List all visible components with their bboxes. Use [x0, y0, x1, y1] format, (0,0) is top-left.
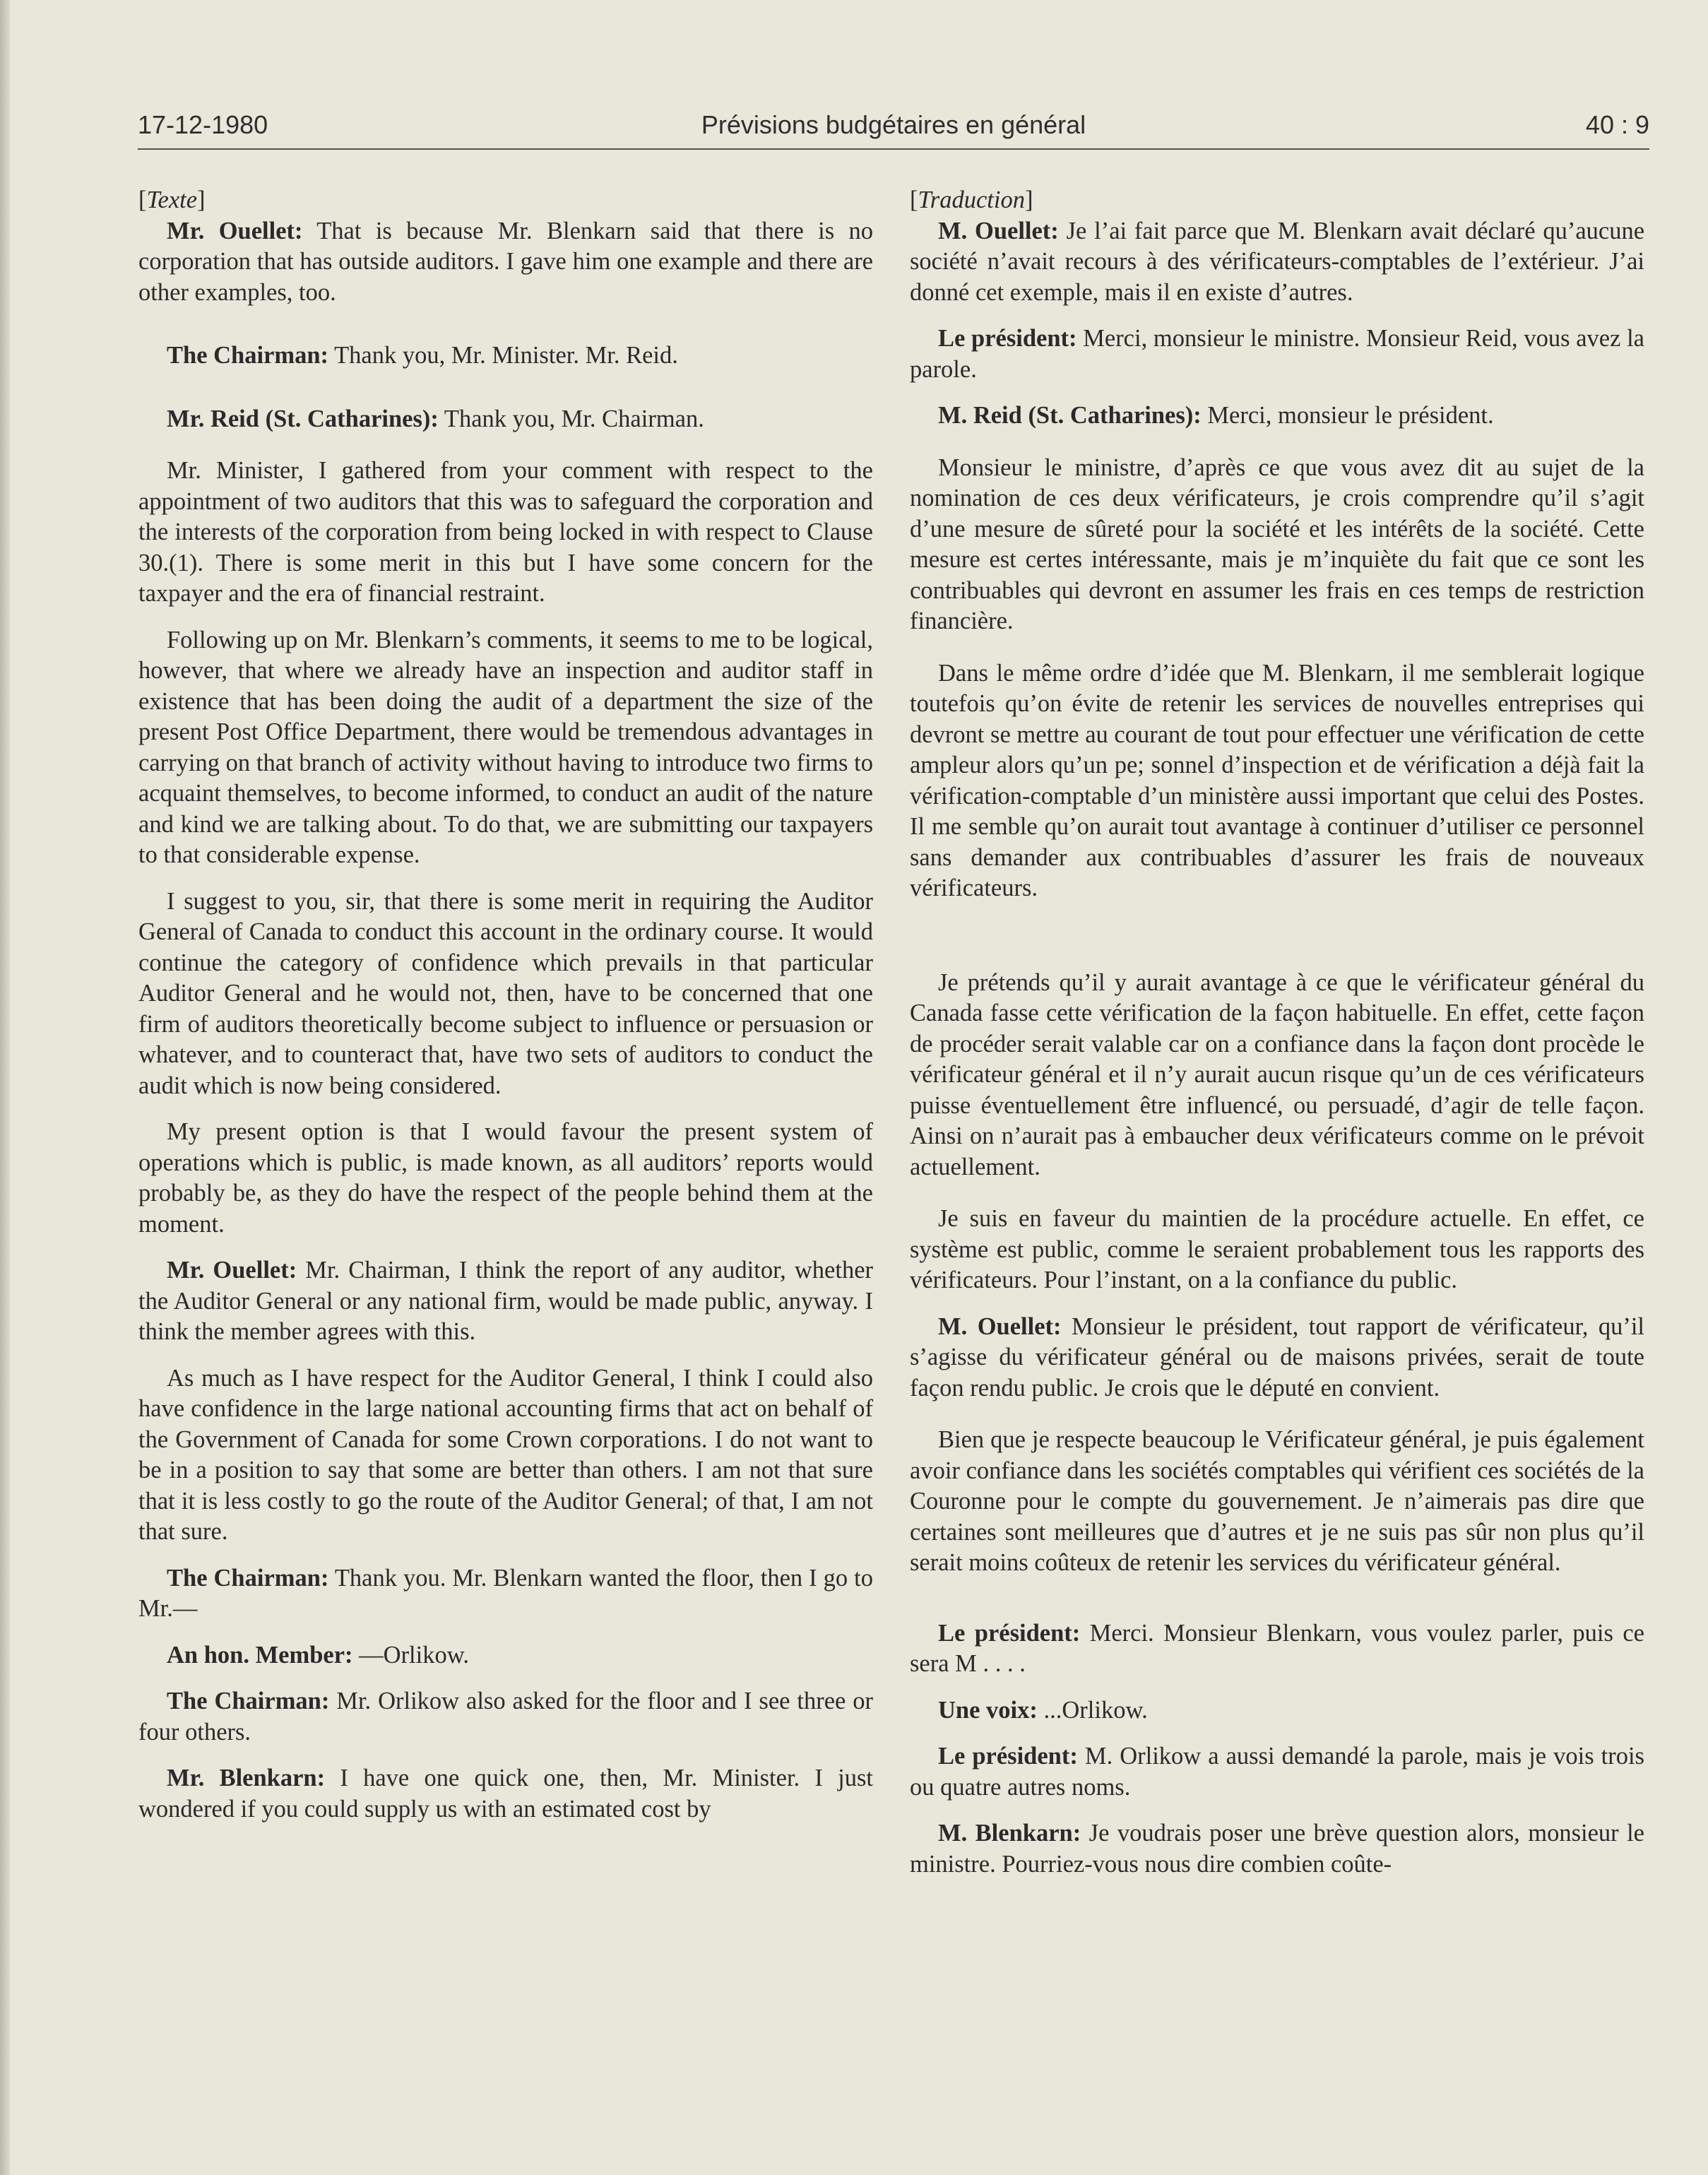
paragraph — [910, 453, 1644, 637]
paragraph-text: Mr. Chairman, I think the report of any auditor, whether the Auditor General or any national firm, would be made public, anyway. I think the member agrees with this. — [138, 1257, 873, 1345]
paragraph-text: Thank you, Mr. Minister. Mr. Reid. — [328, 342, 678, 369]
paragraph-text: I suggest to you, sir, that there is some merit in requiring the Auditor General of Canada to conduct this account in the ordinary course. It would continue the category of confidence which prevails in that particular Auditor General and he would not, then, have to be concerned that one firm of auditors theoretically become subject to influence or persuasion or whatever, and to counteract that, have two sets of auditors to conduct the audit which is now being considered. — [138, 887, 873, 1099]
paragraph-text: I have one quick one, then, Mr. Minister. I just wondered if you could supply us with an estimated cost by — [138, 1765, 873, 1823]
paragraph — [138, 340, 873, 372]
paragraph-text: Dans le même ordre d’idée que M. Blenkarn, il me semblerait logique toutefois qu’on évite de retenir les services de nouvelles entreprises qui devront se mettre au courant de tout pour effectuer une vérification de cette ampleur alors qu’un pe; sonnel d’inspection et de vérification a déjà fait la vérification-comptable d’un ministère aussi important que celui des Postes. Il me semble qu’on aurait tout avantage à continuer d’utiliser ce personnel sans demander aux contribuables d’assurer les frais de nouveaux vérificateurs. — [910, 659, 1644, 901]
paragraph — [910, 658, 1644, 904]
paragraph — [138, 1640, 873, 1671]
paragraph-text: —Orlikow. — [352, 1641, 470, 1669]
paragraph — [910, 1695, 1644, 1726]
paragraph-text: Mr. Minister, I gathered from your comment with respect to the appointment of two auditors that this was to safeguard the corporation and the interests of the corporation from being locked in with respect to Clause 30.(1). There is some merit in this but I have some concern for the taxpayer and the era of financial restraint. — [138, 457, 873, 607]
page-header — [138, 106, 1649, 150]
speaker-name: An hon. Member: — [167, 1641, 353, 1669]
paragraph — [138, 1686, 873, 1748]
speaker-name: Mr. Blenkarn: — [167, 1765, 326, 1791]
paragraph-text: Monsieur le président, tout rapport de vérificateur, qu’il s’agisse du vérificateur général ou de maisons privées, serait de toute façon rendu public. Je crois que le député en convient. — [910, 1312, 1644, 1401]
paragraph — [910, 1818, 1644, 1880]
header-page-number: 40 : 9 — [1585, 110, 1649, 139]
paragraph-text: Je l’ai fait parce que M. Blenkarn avait déclaré qu’aucune société n’avait recours à des vérificateurs-comptables de l’extérieur. J’ai donné cet exemple, mais il en existe d’autres. — [910, 217, 1645, 306]
paragraph — [910, 401, 1644, 432]
column-tag: [Traduction] — [910, 186, 1033, 213]
french-column — [910, 185, 1644, 1895]
speaker-name: The Chairman: — [167, 1688, 330, 1714]
paragraph-text: My present option is that I would favour the present system of operations which is public, is made known, as all auditors’ reports would probably be, as they do have the respect of the people behind them at the moment. — [138, 1118, 873, 1238]
paragraph-text: Monsieur le ministre, d’après ce que vous avez dit au sujet de la nomination de ces deux vérificateurs, je crois comprendre qu’il s’agit d’une mesure de sûreté pour la société et les intérêts de la société. Cette mesure est certes intéressante, mais je m’inquiète du fait que ce sont les contribuables qui devront en assumer les frais en ces temps de restriction financière. — [910, 454, 1644, 634]
paragraph-text: Thank you, Mr. Chairman. — [438, 405, 704, 432]
header-date: 17-12-1980 — [138, 110, 268, 139]
paragraph — [138, 1255, 873, 1348]
paragraph — [910, 1741, 1644, 1803]
paragraph — [910, 968, 1644, 1183]
speaker-name: Le président: — [938, 1619, 1081, 1647]
paragraph — [138, 1563, 873, 1625]
paragraph — [138, 1363, 873, 1548]
paragraph-text: Following up on Mr. Blenkarn’s comments, it seems to me to be logical, however, that where we already have an inspection and auditor staff in existence that has been doing the audit of a department the size of the present Post Office Department, there would be tremendous advantages in carrying on that branch of activity without having to introduce two firms to acquaint themselves, to become informed, to conduct an audit of the nature and kind we are talking about. To do that, we are submitting our taxpayers to that considerable expense. — [138, 626, 873, 868]
speaker-name: Une voix: — [938, 1696, 1038, 1724]
paragraph-text: That is because Mr. Blenkarn said that there is no corporation that has outside auditors. I gave him one example and there are other examples, too. — [138, 217, 873, 306]
speaker-name: M. Ouellet: — [938, 1312, 1062, 1340]
speaker-name: Le président: — [938, 1743, 1078, 1770]
speaker-name: The Chairman: — [167, 342, 329, 369]
page-binding-edge — [0, 0, 10, 2175]
paragraph — [910, 216, 1644, 309]
speaker-name: Mr. Ouellet: — [167, 217, 303, 244]
paragraph-text: Merci. Monsieur Blenkarn, vous voulez parler, puis ce sera M . . . . — [910, 1619, 1644, 1677]
paragraph — [138, 1117, 873, 1240]
speaker-name: M. Ouellet: — [938, 217, 1059, 244]
paragraph — [910, 324, 1644, 385]
paragraph-text: Thank you. Mr. Blenkarn wanted the floor, then I go to Mr.— — [138, 1564, 873, 1622]
paragraph-text: Bien que je respecte beaucoup le Vérificateur général, je puis également avoir confiance dans les sociétés comptables qui vérifient ces sociétés de la Couronne pour le compte du gouvernement. Je n’aimerais pas dire que certaines sont meilleures que d’autres et je ne suis pas sûr non plus qu’il serait moins coûteux de retenir les services du vérificateur général. — [910, 1426, 1644, 1576]
speaker-name: M. Reid (St. Catharines): — [938, 402, 1202, 429]
paragraph — [910, 1425, 1644, 1579]
paragraph — [138, 216, 873, 309]
paragraph-text: M. Orlikow a aussi demandé la parole, mais je vois trois ou quatre autres noms. — [910, 1743, 1644, 1801]
paragraph — [138, 625, 873, 871]
paragraph — [910, 1204, 1644, 1296]
paragraph-text: As much as I have respect for the Auditor General, I think I could also have confidence in the large national accounting firms that act on behalf of the Government of Canada for some Crown corporations. I do not want to be in a position to say that some are better than others. I am not that sure that it is less costly to go the route of the Auditor General; of that, I am not that sure. — [138, 1364, 873, 1545]
column-tag: [Texte] — [138, 186, 206, 213]
speaker-name: Mr. Ouellet: — [167, 1257, 297, 1284]
paragraph-text: Je prétends qu’il y aurait avantage à ce que le vérificateur général du Canada fasse cette vérification de la façon habituelle. En effet, cette façon de procéder serait valable car on a confiance dans la façon dont procède le vérificateur général et il n’y aurait aucun risque qu’un de ces vérificateurs puisse éventuellement être influencé, ou persuadé, d’agir de telle façon. Ainsi on n’aurait pas à embaucher deux vérificateurs comme on le prévoit actuellement. — [910, 968, 1644, 1180]
paragraph-text: Merci, monsieur le ministre. Monsieur Reid, vous avez la parole. — [910, 325, 1644, 383]
paragraph — [910, 1618, 1644, 1680]
speaker-name: Le président: — [938, 325, 1077, 352]
paragraph-text: Je suis en faveur du maintien de la procédure actuelle. En effet, ce système est public, comme le seraient probablement tous les rapports des vérificateurs. Pour l’instant, on a la confiance du public. — [910, 1205, 1644, 1293]
speaker-name: Mr. Reid (St. Catharines): — [167, 405, 439, 432]
paragraph — [138, 456, 873, 610]
paragraph — [138, 1763, 873, 1825]
paragraph-text: ...Orlikow. — [1037, 1696, 1148, 1724]
paragraph-text: Je voudrais poser une brève question alors, monsieur le ministre. Pourriez-vous nous dire combien coûte- — [910, 1820, 1644, 1878]
english-column — [138, 185, 873, 1840]
speaker-name: M. Blenkarn: — [938, 1820, 1081, 1847]
paragraph — [138, 887, 873, 1102]
paragraph-text: Mr. Orlikow also asked for the floor and I see three or four others. — [138, 1688, 873, 1746]
paragraph — [910, 1312, 1644, 1404]
paragraph-text: Merci, monsieur le président. — [1201, 402, 1494, 429]
speaker-name: The Chairman: — [167, 1564, 329, 1592]
paragraph — [138, 404, 873, 435]
header-title: Prévisions budgétaires en général — [701, 110, 1086, 139]
